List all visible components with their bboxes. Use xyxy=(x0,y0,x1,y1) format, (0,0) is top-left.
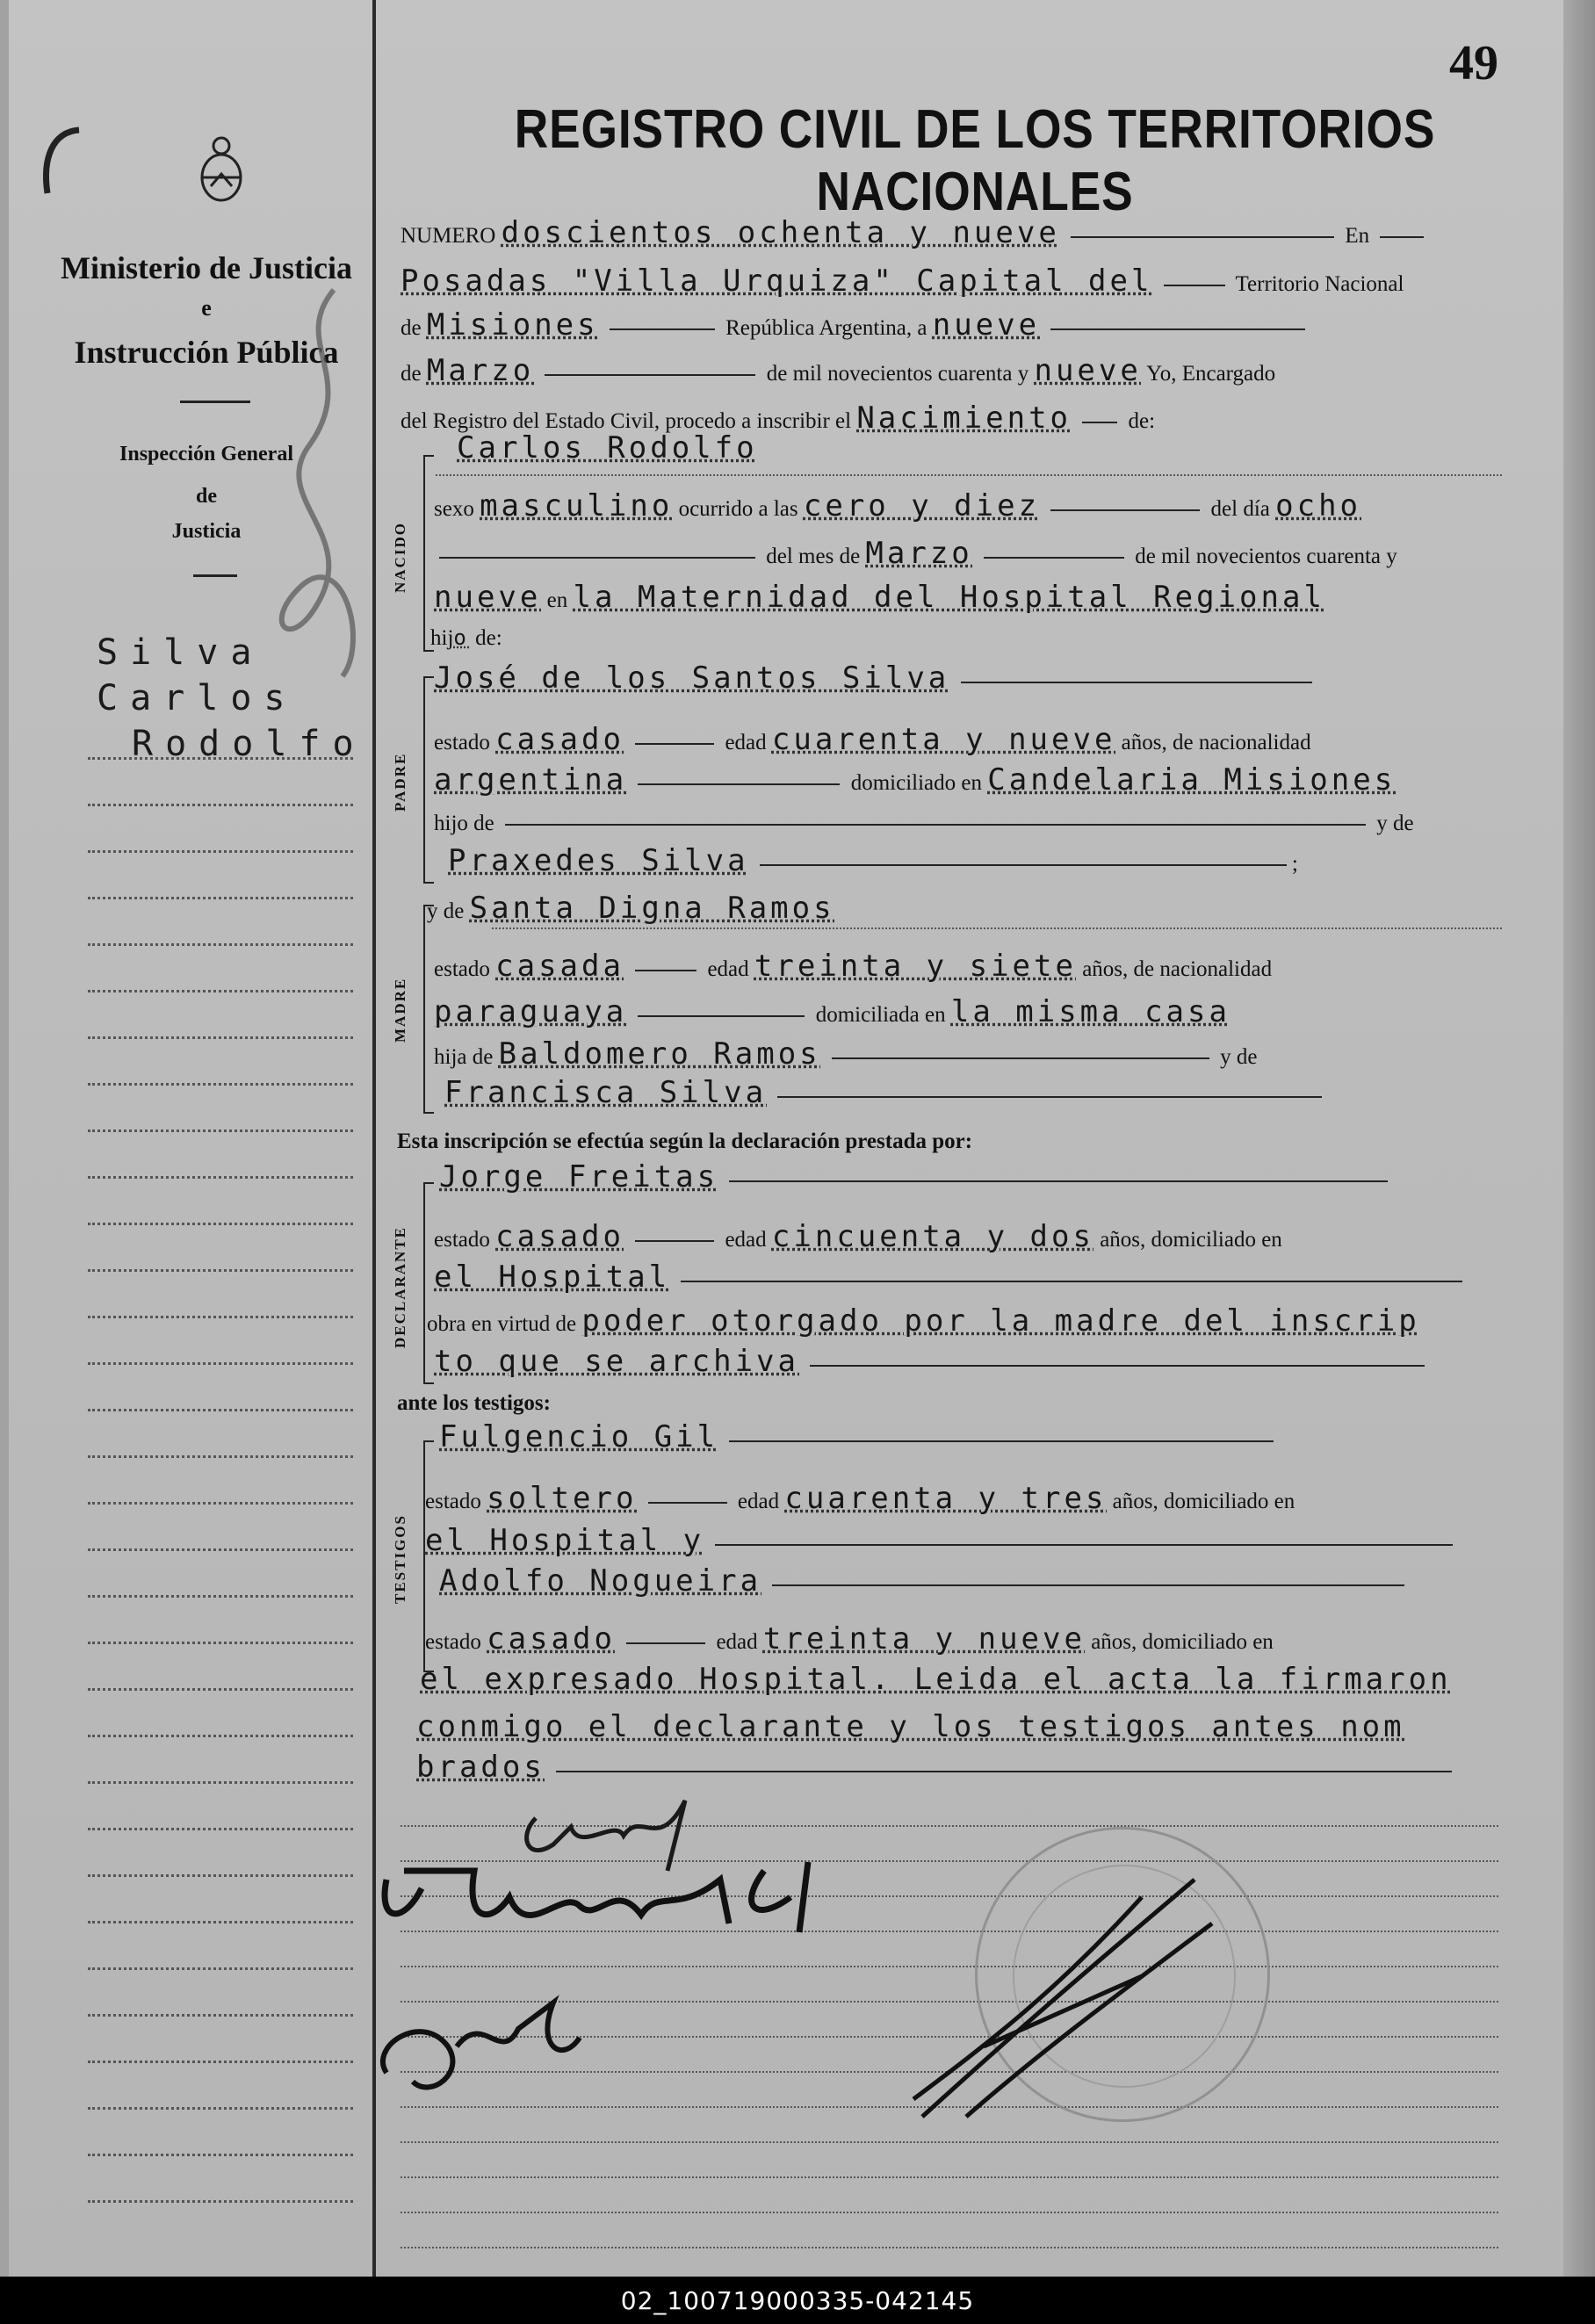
madre-tab: MADRE xyxy=(392,977,408,1043)
margin-rule xyxy=(88,1176,353,1179)
sexo-label: sexo xyxy=(434,497,474,521)
margin-rule xyxy=(88,1595,353,1598)
inspection-line1: Inspección General xyxy=(119,443,293,466)
padre-y-de-label: y de xyxy=(1376,812,1414,835)
margin-signature xyxy=(237,272,378,685)
margin-rule xyxy=(88,2061,353,2063)
padre-hijo-de-label: hijo de xyxy=(434,812,494,835)
abuela-paterna-value: Praxedes Silva xyxy=(448,843,749,878)
madre-y-de2-label: y de xyxy=(1220,1045,1258,1069)
margin-rule xyxy=(88,1502,353,1505)
declarante-tab: DECLARANTE xyxy=(392,1225,408,1348)
margin-middle-name: Rodolfo xyxy=(132,724,366,764)
margin-rule xyxy=(88,850,353,853)
margin-rule xyxy=(88,1642,353,1644)
margin-rule xyxy=(88,1735,353,1737)
margin-rule xyxy=(88,1316,353,1318)
declarante-obra-value2: to que se archiva xyxy=(434,1344,799,1379)
padre-edad-label: edad xyxy=(725,731,767,754)
anio-value: nueve xyxy=(1034,353,1142,388)
inspection-line3: Justicia xyxy=(171,520,242,543)
madre-nacionalidad-value: paraguaya xyxy=(434,994,628,1029)
hora-value: cero y diez xyxy=(803,488,1041,523)
margin-rule xyxy=(88,1781,353,1784)
signature-encargado xyxy=(913,1880,1212,2117)
madre-nacionalidad-line xyxy=(434,994,1231,1029)
declarante-obra-line xyxy=(427,1303,1420,1339)
acto-value: Nacimiento xyxy=(856,401,1072,436)
padre-nombre-line xyxy=(434,660,1317,696)
madre-nombre-rule xyxy=(492,927,1502,929)
margin-rule xyxy=(88,1130,353,1132)
margin-rule xyxy=(88,1269,353,1272)
hijo-suffix: o xyxy=(453,625,470,650)
margin-rule xyxy=(88,1967,353,1970)
padre-domicilio-label: domiciliado en xyxy=(850,771,983,795)
nacido-mes-line xyxy=(434,536,1397,571)
declarante-edad-value: cincuenta y dos xyxy=(771,1219,1094,1254)
padre-nacionalidad-line xyxy=(434,762,1396,798)
mes-value: Marzo xyxy=(426,353,535,388)
cierre-value1: el expresado Hospital. Leida el acta la firmaron xyxy=(420,1662,1452,1697)
margin-rule xyxy=(88,1874,353,1877)
cierre-value2: conmigo el declarante y los testigos antes nom xyxy=(416,1709,1405,1744)
margin-given-name: Carlos xyxy=(97,678,298,718)
coat-of-arms-icon xyxy=(195,132,248,206)
nacido-lugar-line xyxy=(434,580,1325,615)
madre-nombre-value: Santa Digna Ramos xyxy=(469,891,835,926)
margin-rule xyxy=(88,2200,353,2203)
madre-madre-line xyxy=(444,1075,1327,1110)
signatures xyxy=(351,1783,1493,2152)
testigo1-estado-label: estado xyxy=(425,1490,481,1513)
ocurrido-label: ocurrido a las xyxy=(678,497,798,521)
de-colon-label: de: xyxy=(1128,409,1156,433)
padre-domicilio-value: Candelaria Misiones xyxy=(987,762,1397,798)
testigo1-estado-value: soltero xyxy=(487,1481,638,1516)
madre-domicilio-label: domiciliada en xyxy=(815,1003,946,1027)
nacido-anio-value: nueve xyxy=(434,580,542,615)
ministry-line3: Instrucción Pública xyxy=(74,335,339,370)
margin-surname: Silva xyxy=(97,632,264,673)
margin-rule xyxy=(88,990,353,992)
territorio-label: Territorio Nacional xyxy=(1235,272,1404,296)
padre-nacionalidad-value: argentina xyxy=(434,762,628,798)
testigo1-estado-line xyxy=(425,1481,1295,1516)
testigo2-nombre-value: Adolfo Nogueira xyxy=(439,1563,762,1599)
yo-label: Yo, Encargado xyxy=(1146,362,1276,386)
fecha-line xyxy=(401,353,1275,388)
padre-anios-label: años, de nacionalidad xyxy=(1121,731,1311,754)
ministry-line2: e xyxy=(201,295,212,321)
margin-rule xyxy=(88,2107,353,2110)
nacido-dia-value: ocho xyxy=(1275,488,1362,523)
testigo2-estado-value: casado xyxy=(487,1621,616,1656)
madre-edad-value: treinta y siete xyxy=(754,949,1077,984)
nacido-en-label: en xyxy=(546,588,568,612)
footer-code: 02_100719000335-042145 xyxy=(0,2277,1595,2324)
testigo2-edad-label: edad xyxy=(716,1630,758,1654)
del-dia-label: del día xyxy=(1210,497,1270,521)
testigo2-estado-line xyxy=(425,1621,1274,1656)
hijo-line xyxy=(430,625,502,651)
signature-testigo1 xyxy=(385,1862,808,1932)
declaracion-label: Esta inscripción se efectúa según la declaración prestada por: xyxy=(397,1130,973,1153)
testigo1-anios-label: años, domiciliado en xyxy=(1112,1490,1295,1513)
abuela-materna-value: Francisca Silva xyxy=(444,1075,768,1110)
nombre-rule xyxy=(436,474,1502,476)
testigo2-estado-label: estado xyxy=(425,1630,481,1654)
numero-value: doscientos ochenta y nueve xyxy=(501,215,1060,250)
madre-y-de-label: y de xyxy=(427,899,465,923)
signature-rule xyxy=(401,2212,1498,2213)
margin-rule xyxy=(88,1223,353,1225)
cierre-line3 xyxy=(416,1750,1457,1785)
padre-edad-value: cuarenta y nueve xyxy=(771,722,1116,757)
testigo1-edad-value: cuarenta y tres xyxy=(784,1481,1108,1516)
signature-testigo2 xyxy=(383,2003,580,2087)
padre-estado-line xyxy=(434,722,1311,757)
madre-edad-label: edad xyxy=(707,957,749,981)
padre-nombre-value: José de los Santos Silva xyxy=(434,660,950,696)
nombre-line xyxy=(457,430,758,466)
de-label: de xyxy=(401,316,422,340)
madre-domicilio-value: la misma casa xyxy=(950,994,1231,1029)
margin-rule xyxy=(88,1548,353,1551)
hijo-label: hij xyxy=(430,626,454,650)
declarante-anios-label: años, domiciliado en xyxy=(1100,1228,1282,1252)
abuelo-materno-value: Baldomero Ramos xyxy=(498,1036,821,1072)
declarante-edad-label: edad xyxy=(725,1228,767,1252)
padre-estado-label: estado xyxy=(434,731,490,754)
margin-rule xyxy=(88,1688,353,1691)
signature-rule xyxy=(401,2176,1498,2178)
margin-mark-icon xyxy=(35,123,88,202)
cierre-value3: brados xyxy=(416,1750,545,1785)
margin-rule xyxy=(88,897,353,899)
margin-rule xyxy=(88,1409,353,1411)
testigo1-domicilio-value: el Hospital y xyxy=(425,1523,705,1558)
madre-hija-de-label: hija de xyxy=(434,1045,494,1069)
declarante-obra-line2 xyxy=(434,1344,1430,1379)
margin-rule xyxy=(88,804,353,806)
declarante-nombre-line xyxy=(439,1159,1393,1194)
declarante-domicilio-line xyxy=(434,1259,1468,1295)
margin-rule xyxy=(88,1036,353,1039)
margin-rule xyxy=(88,2014,353,2017)
madre-anios-label: años, de nacionalidad xyxy=(1082,957,1273,981)
testigo1-nombre-value: Fulgencio Gil xyxy=(439,1419,719,1454)
nacido-mes-label: del mes de xyxy=(766,545,861,568)
signature-rule xyxy=(401,2247,1498,2248)
registro-label: del Registro del Estado Civil, procedo a inscribir el xyxy=(401,409,852,433)
padre-tab: PADRE xyxy=(392,752,408,812)
cierre-line2 xyxy=(416,1709,1405,1744)
anio-label: de mil novecientos cuarenta y xyxy=(766,362,1029,386)
padre-madre-line: Praxedes Silva ; xyxy=(448,843,1298,878)
lugar-line xyxy=(401,263,1404,299)
declarante-obra-value1: poder otorgado por la madre del inscrip xyxy=(581,1303,1420,1339)
page-number: 49 xyxy=(1449,36,1498,90)
declarante-nombre-value: Jorge Freitas xyxy=(439,1159,719,1194)
margin-rule xyxy=(88,1083,353,1086)
declarante-obra-label: obra en virtud de xyxy=(427,1312,577,1336)
nacido-mes-value: Marzo xyxy=(865,536,973,571)
dia-value: nueve xyxy=(932,307,1041,343)
numero-label: NUMERO xyxy=(401,224,496,248)
de-label-2: de xyxy=(401,362,422,386)
declarante-domicilio-value: el Hospital xyxy=(434,1259,671,1295)
testigo1-edad-label: edad xyxy=(737,1490,780,1513)
lugar-value: Posadas "Villa Urquiza" Capital del xyxy=(401,263,1153,299)
nombre-value: Carlos Rodolfo xyxy=(457,430,758,466)
inspection-rule xyxy=(193,574,237,577)
declarante-estado-value: casado xyxy=(495,1219,624,1254)
sexo-line xyxy=(434,488,1361,523)
testigo1-domicilio-line xyxy=(425,1523,1458,1558)
page-left-edge xyxy=(0,0,9,2277)
margin-rule xyxy=(88,1455,353,1458)
hijo-de-label: de: xyxy=(475,626,502,650)
republica-label: República Argentina, a xyxy=(725,316,927,340)
testigo2-anios-label: años, domiciliado en xyxy=(1091,1630,1274,1654)
margin-rule xyxy=(88,1828,353,1830)
territorio-value: Misiones xyxy=(426,307,599,343)
testigo2-nombre-line xyxy=(439,1563,1410,1599)
numero-line xyxy=(401,215,1429,250)
padre-hijo-line xyxy=(434,812,1414,836)
ministry-line1: Ministerio de Justicia xyxy=(61,250,352,285)
nacido-tab: NACIDO xyxy=(392,522,408,594)
en-label: En xyxy=(1345,224,1370,248)
madre-estado-value: casada xyxy=(495,949,624,984)
page-title: REGISTRO CIVIL DE LOS TERRITORIOS NACIONALES xyxy=(514,99,1436,222)
sexo-value: masculino xyxy=(480,488,674,523)
nacido-lugar-value: la Maternidad del Hospital Regional xyxy=(573,580,1325,615)
page-right-edge xyxy=(1563,0,1595,2277)
declarante-estado-label: estado xyxy=(434,1228,490,1252)
madre-estado-label: estado xyxy=(434,957,490,981)
testigos-label: ante los testigos: xyxy=(397,1391,551,1415)
testigos-tab: TESTIGOS xyxy=(392,1514,408,1604)
margin-rule xyxy=(88,1921,353,1923)
cierre-line1 xyxy=(420,1662,1452,1697)
madre-hija-line xyxy=(434,1036,1258,1072)
territorio-line xyxy=(401,307,1310,343)
nacido-anio-label: de mil novecientos cuarenta y xyxy=(1135,545,1397,568)
margin-rule xyxy=(88,943,353,946)
margin-rule xyxy=(88,1362,353,1365)
madre-estado-line xyxy=(434,949,1272,984)
inspection-line2: de xyxy=(196,485,217,508)
testigo1-nombre-line xyxy=(439,1419,1279,1454)
declarante-estado-line xyxy=(434,1219,1282,1254)
testigo2-edad-value: treinta y nueve xyxy=(762,1621,1086,1656)
margin-rule xyxy=(88,757,353,760)
signature-declarante xyxy=(527,1801,685,1871)
margin-rule xyxy=(88,2154,353,2156)
madre-nombre-line xyxy=(427,891,835,926)
padre-estado-value: casado xyxy=(495,722,624,757)
